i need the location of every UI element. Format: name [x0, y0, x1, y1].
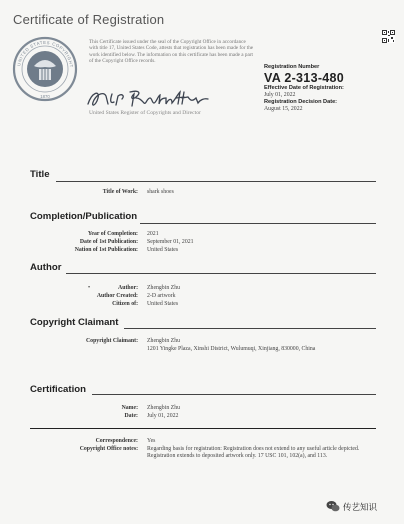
- register-signature: [84, 84, 224, 110]
- section-divider: [92, 394, 376, 395]
- citizen-of-value: United States: [147, 301, 179, 307]
- first-publication-date-value: September 01, 2021: [147, 239, 194, 245]
- claimant-name: Zhengbin Zhu: [147, 338, 181, 344]
- section-divider: [124, 328, 376, 329]
- publication-nation-value: United States: [147, 247, 179, 253]
- section-divider: [140, 223, 376, 224]
- signature-caption: United States Register of Copyrights and Director: [89, 110, 201, 116]
- effective-date: July 01, 2022: [264, 92, 296, 98]
- section-completion-heading: Completion/Publication: [30, 211, 138, 222]
- decision-date-label: Registration Decision Date:: [264, 99, 338, 105]
- qr-code-icon: [382, 30, 395, 43]
- author-bullet: •: [88, 285, 91, 291]
- publication-nation-label: Nation of 1st Publication:: [74, 247, 138, 253]
- year-of-completion-label: Year of Completion:: [87, 231, 138, 237]
- title-of-work-label: Title of Work:: [102, 189, 138, 195]
- copyright-claimant-label: Copyright Claimant:: [85, 338, 138, 344]
- section-claimant-heading: Copyright Claimant: [30, 317, 119, 328]
- author-created-label: Author Created:: [96, 293, 138, 299]
- certification-date-value: July 01, 2022: [147, 413, 179, 419]
- correspondence-label: Correspondence:: [95, 438, 138, 444]
- author-label: Author:: [118, 285, 138, 291]
- office-notes-value: Regarding basis for registration: Registration does not extend to any useful article depicted. Registration extends to deposited artwork only. 17 USC 101, 102(a), and 113.: [147, 446, 360, 459]
- author-created-value: 2-D artwork: [147, 293, 176, 299]
- seal-text: UNITED STATES COPYRIGHT: [16, 39, 75, 68]
- first-publication-date-label: Date of 1st Publication:: [79, 239, 138, 245]
- certification-name-label: Name:: [121, 405, 138, 411]
- decision-date: August 15, 2022: [264, 106, 303, 112]
- year-of-completion-value: 2021: [147, 231, 159, 237]
- section-title-heading: Title: [30, 169, 50, 180]
- section-certification-heading: Certification: [30, 384, 86, 395]
- section-author-heading: Author: [30, 262, 62, 273]
- office-notes-label: Copyright Office notes:: [79, 446, 138, 452]
- copyright-office-seal-icon: [12, 36, 78, 102]
- wechat-icon: [326, 500, 340, 513]
- registration-number: VA 2-313-480: [264, 71, 345, 85]
- registration-number-label: Registration Number: [264, 64, 320, 70]
- certificate-title: Certificate of Registration: [13, 12, 165, 27]
- title-of-work-value: shark shoes: [147, 189, 174, 195]
- correspondence-value: Yes: [147, 438, 156, 444]
- watermark: [326, 499, 396, 515]
- footer-divider: [30, 428, 376, 429]
- claimant-address: 1201 Yingke Plaza, Xinshi District, Wulumuqi, Xinjiang, 830000, China: [147, 346, 316, 352]
- citizen-of-label: Citizen of:: [112, 301, 138, 307]
- certificate-intro-text: This Certificate issued under the seal of the Copyright Office in accordance with title 17, United States Code, attests that registration has been made for the work identified below. The information on this certificate has been made a part of the Copyright Office records.: [89, 39, 254, 64]
- certification-name-value: Zhengbin Zhu: [147, 405, 181, 411]
- registration-block: [264, 64, 394, 113]
- section-divider: [66, 273, 376, 274]
- seal-year: 1870: [40, 94, 50, 99]
- section-divider: [56, 181, 376, 182]
- effective-date-label: Effective Date of Registration:: [264, 85, 344, 91]
- certification-date-label: Date:: [124, 413, 138, 419]
- author-value: Zhengbin Zhu: [147, 285, 181, 291]
- watermark-text: 传艺知识: [343, 503, 378, 513]
